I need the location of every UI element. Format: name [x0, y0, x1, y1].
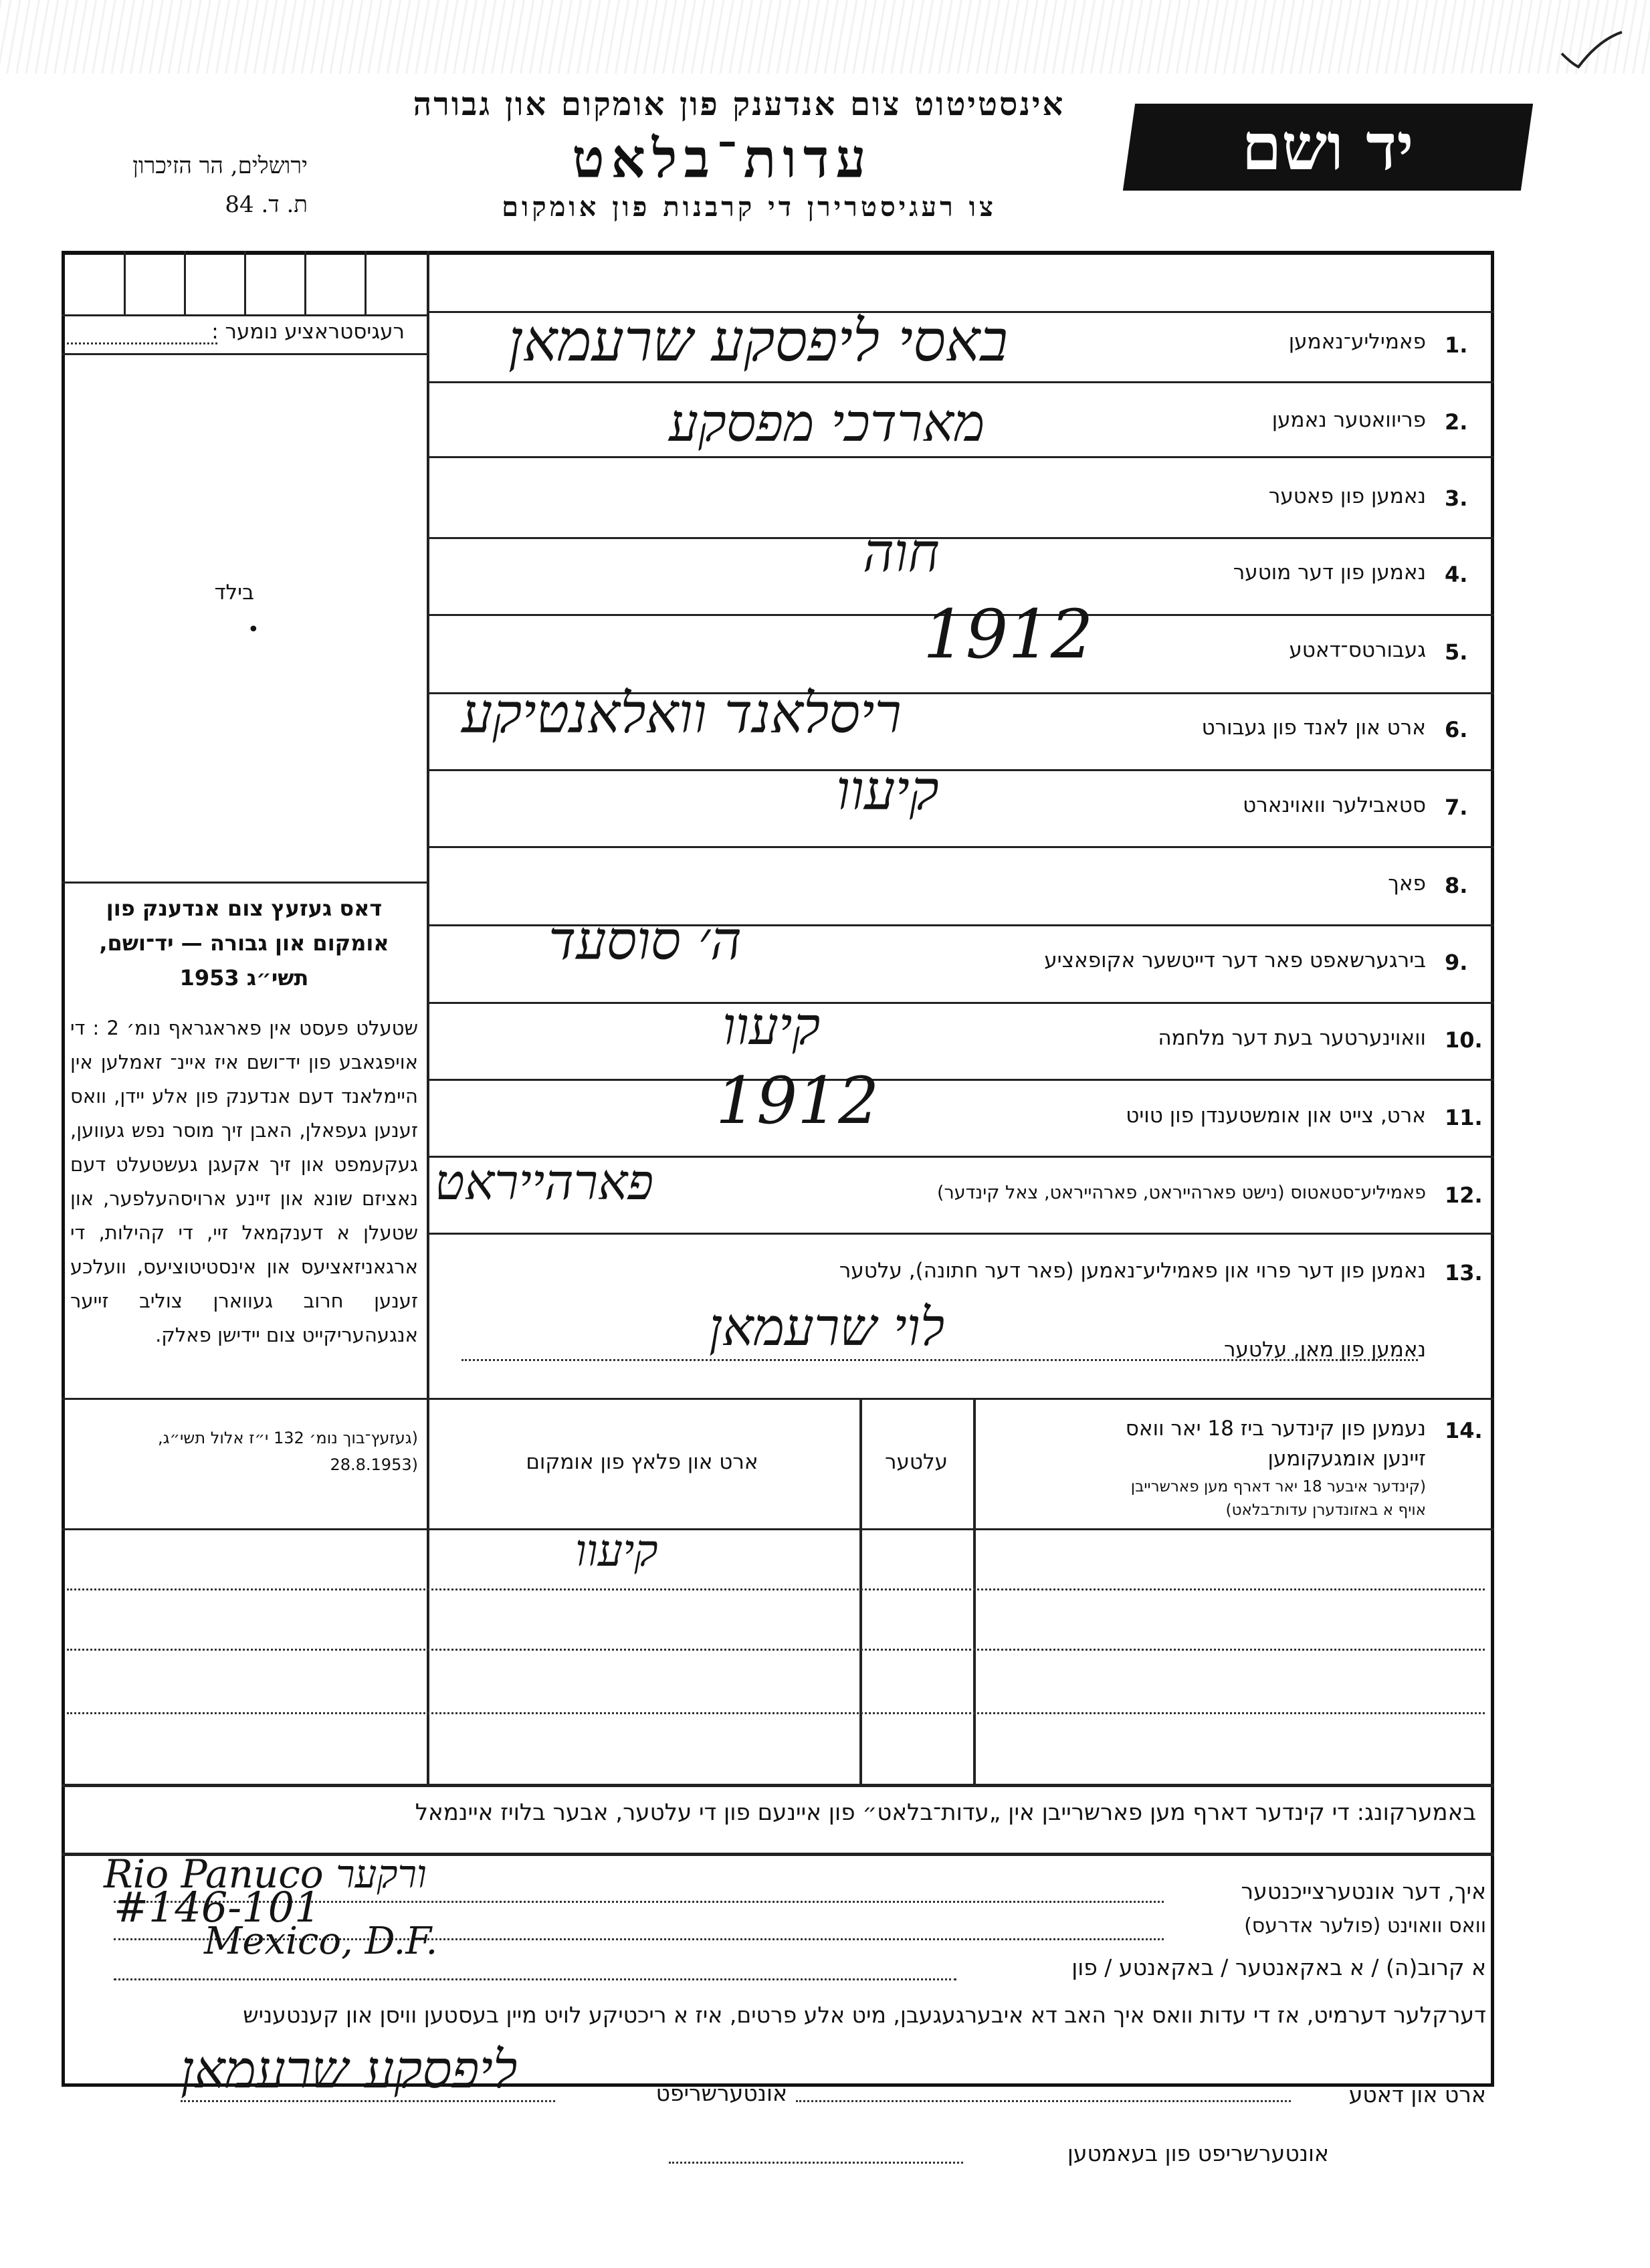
- registration-line: [67, 342, 217, 344]
- children-col-divider: [973, 1398, 976, 1784]
- grid-cell: [244, 251, 246, 314]
- field-value-husband-name[interactable]: לוי שרעמאן: [709, 1298, 945, 1358]
- field-number: 1.: [1445, 332, 1468, 358]
- field-number: 6.: [1445, 717, 1468, 742]
- children-note: (קינדער איבער 18 יאר דארף מען פארשרייבן: [1130, 1478, 1426, 1496]
- column-divider: [427, 251, 429, 1784]
- field-value-family-status[interactable]: פארהייראט: [435, 1154, 654, 1211]
- field-value-birth-place[interactable]: ריסלאנד וואלאנטיקע: [461, 682, 902, 746]
- signer-address-label: וואס וואוינט (פולער אדרעס): [1244, 1914, 1486, 1938]
- row-line: [428, 1233, 1494, 1235]
- place-date-label: ארט און דאטע: [1348, 2081, 1486, 2107]
- photo-label: בילד: [214, 581, 254, 605]
- signer-relation-label: א קרוב(ה) / א באקאנטער / באקאנטע / פון: [1071, 1954, 1486, 1980]
- field-value-birth-date[interactable]: 1912: [923, 595, 1094, 674]
- signer-relation-line: [114, 1978, 956, 1980]
- signature-value[interactable]: ליפסקע שרעמאן: [181, 2040, 518, 2100]
- field-label-husband-name: נאמען פון מאן, עלטער: [1224, 1338, 1426, 1362]
- children-place-value[interactable]: קיעוו: [575, 1525, 658, 1576]
- signer-city-value[interactable]: Mexico, D.F.: [204, 1920, 438, 1963]
- row-line: [428, 846, 1494, 848]
- field-label-citizenship: בירגערשאפט פאר דער דייטשער אקופאציע: [1044, 948, 1426, 972]
- children-row-line: [67, 1649, 1485, 1651]
- check-mark: [1558, 27, 1625, 74]
- grid-cell: [124, 251, 126, 314]
- field-label-birth-place: ארט און לאנד פון געבורט: [1201, 716, 1426, 740]
- row-line: [428, 381, 1494, 383]
- field-label-profession: פאך: [1388, 871, 1426, 896]
- grid-cell: [304, 251, 306, 314]
- law-title: דאס געזעץ צום אנדענק פון אומקום און גבורה — יד־ושם, תשי״ג 1953: [99, 896, 389, 991]
- field-label-family-status: פאמיליע־סטאטוס (נישט פארהייראט, פארהייראט, צאל קינדער): [936, 1182, 1426, 1203]
- field-label-family-name: פאמיליע־נאמען: [1288, 330, 1426, 354]
- row-line: [428, 1079, 1494, 1081]
- law-citation: (געזעץ־בוך נומ׳ 132 י״ז אלול תשי״ג, (28.8.1953: [157, 1429, 418, 1474]
- signer-address-value[interactable]: #146-101: [114, 1883, 321, 1932]
- registration-label: רעגיסטראציע נומער :: [211, 320, 405, 344]
- signature-line: [181, 2100, 555, 2102]
- address-line-2: ת. ד. 84: [225, 191, 308, 218]
- field-value-family-name[interactable]: באסי ליפסקע שרעמאן: [508, 308, 1008, 375]
- field-value-wartime-residence[interactable]: קיעוו: [722, 997, 821, 1057]
- field-number: 3.: [1445, 486, 1468, 511]
- husband-line: [461, 1359, 1418, 1361]
- address-line-1: ירושלים, הר הזיכרון: [132, 152, 308, 179]
- signature-label: אונטערשריפט: [655, 2080, 787, 2106]
- field-number: 5.: [1445, 639, 1468, 665]
- children-row-line: [67, 1712, 1485, 1714]
- law-paragraph: שטעלט פעסט אין פאראגראף נומ׳ 2 : די אויפגאבע פון יד־ושם איז איינ־ זאמלען אין היימלאנד דעם אנדענק פון אלע יידן, וואס זענען געפאלן, האבן זיך מוסר נפש געווען, געקעמפט און זיך אקעגן געשטעלט דעם נאציזם שונא און זיינע ארויסהעלפער, און שטעלן א דענקמאל זיי, די קהילות, די ארגאניזאציעס און אינסטיטוציעס, וועלכע זענען חרוב געווארן צוליב זייער אנגעהעריקייט צום יידישן פאלק.: [70, 1017, 419, 1346]
- children-header-line: [62, 1528, 1494, 1530]
- place-date-line: [796, 2100, 1291, 2102]
- field-number: 4.: [1445, 562, 1468, 587]
- field-number: 10.: [1445, 1027, 1483, 1053]
- children-col-place: ארט און פלאץ פון אומקום: [526, 1450, 758, 1474]
- signer-name-label: איך, דער אונטערצייכנטער: [1241, 1878, 1486, 1904]
- field-label-mother-name: נאמען פון דער מוטער: [1233, 560, 1426, 585]
- grid-cell: [184, 251, 186, 314]
- field-value-residence[interactable]: קיעוו: [836, 759, 939, 823]
- form-subtitle: צו רעגיסטרירן די קרבנות פון אומקום: [502, 191, 997, 223]
- witness-signature-line: [669, 2162, 963, 2164]
- scan-noise: [0, 0, 1650, 74]
- grid-cell: [365, 251, 367, 314]
- field-number: 8.: [1445, 873, 1468, 898]
- institute-name: אינסטיטוט צום אנדענק פון אומקום און גבורה: [413, 86, 1065, 123]
- witness-signature-label: אונטערשריפט פון בעאמטען: [1067, 2140, 1329, 2166]
- field-label-wartime-residence: וואוינערטער בעת דער מלחמה: [1158, 1026, 1426, 1050]
- children-label: זיינען אומגעקומען: [1267, 1447, 1426, 1471]
- field-number: 11.: [1445, 1105, 1483, 1130]
- field-number: 13.: [1445, 1260, 1483, 1285]
- children-col-age: עלטער: [884, 1450, 948, 1474]
- remark-text: באמערקונג: די קינדער דארף מען פארשרייבן אין „עדות־בלאט״ פון איינעם פון די עלטער, אבער בלויז איינמאל: [415, 1799, 1476, 1826]
- field-value-death-circumstances[interactable]: 1912: [716, 1063, 880, 1138]
- divider: [62, 882, 428, 884]
- field-value-citizenship[interactable]: ה׳ סוסעד: [548, 910, 742, 972]
- divider: [62, 353, 428, 355]
- signer-declaration: דערקלער דערמיט, אז די עדות וואס איך האב דא איבערגעגעבן, מיט אלע פרטים, איז א ריכטיקע לויט מיין בעסטען וויסן און קענטעניש: [243, 2002, 1486, 2028]
- form-title: עדות־בלאט: [572, 127, 873, 190]
- field-number: 7.: [1445, 795, 1468, 820]
- field-value-first-name[interactable]: מארדכי מפסקע: [669, 393, 985, 453]
- children-label: נעמען פון קינדער ביז 18 יאר וואס: [1125, 1417, 1426, 1441]
- children-row-line: [67, 1588, 1485, 1590]
- field-label-residence: סטאבילער וואוינארט: [1243, 793, 1426, 817]
- row-line: [428, 456, 1494, 458]
- children-col-divider: [859, 1398, 862, 1784]
- yad-vashem-logo: יד ושם: [1241, 109, 1414, 185]
- field-label-first-name: פריוואטער נאמען: [1271, 408, 1426, 432]
- field-number: 14.: [1445, 1418, 1483, 1443]
- remark-top-line: [62, 1784, 1494, 1787]
- field-label-death-circumstances: ארט, צייט און אומשטענדן פון טויט: [1126, 1104, 1426, 1128]
- children-note: אויף א באזונדערן עדות־בלאט): [1225, 1502, 1426, 1519]
- field-value-mother-name[interactable]: חוה: [863, 522, 940, 584]
- photo-dot: •: [247, 618, 260, 641]
- field-number: 9.: [1445, 950, 1468, 975]
- field-label-wife-name: נאמען פון דער פרוי און פאמיליע־נאמען (פאר דער חתונה), עלטער: [839, 1259, 1426, 1283]
- field-number: 12.: [1445, 1182, 1483, 1208]
- field-label-birth-date: געבורטס־דאטע: [1289, 638, 1426, 662]
- signer-name-value[interactable]: Rio Panuco ורקער: [104, 1851, 427, 1897]
- field-number: 2.: [1445, 409, 1468, 435]
- field-label-father-name: נאמען פון פאטער: [1268, 484, 1426, 508]
- row-line: [62, 1398, 1494, 1400]
